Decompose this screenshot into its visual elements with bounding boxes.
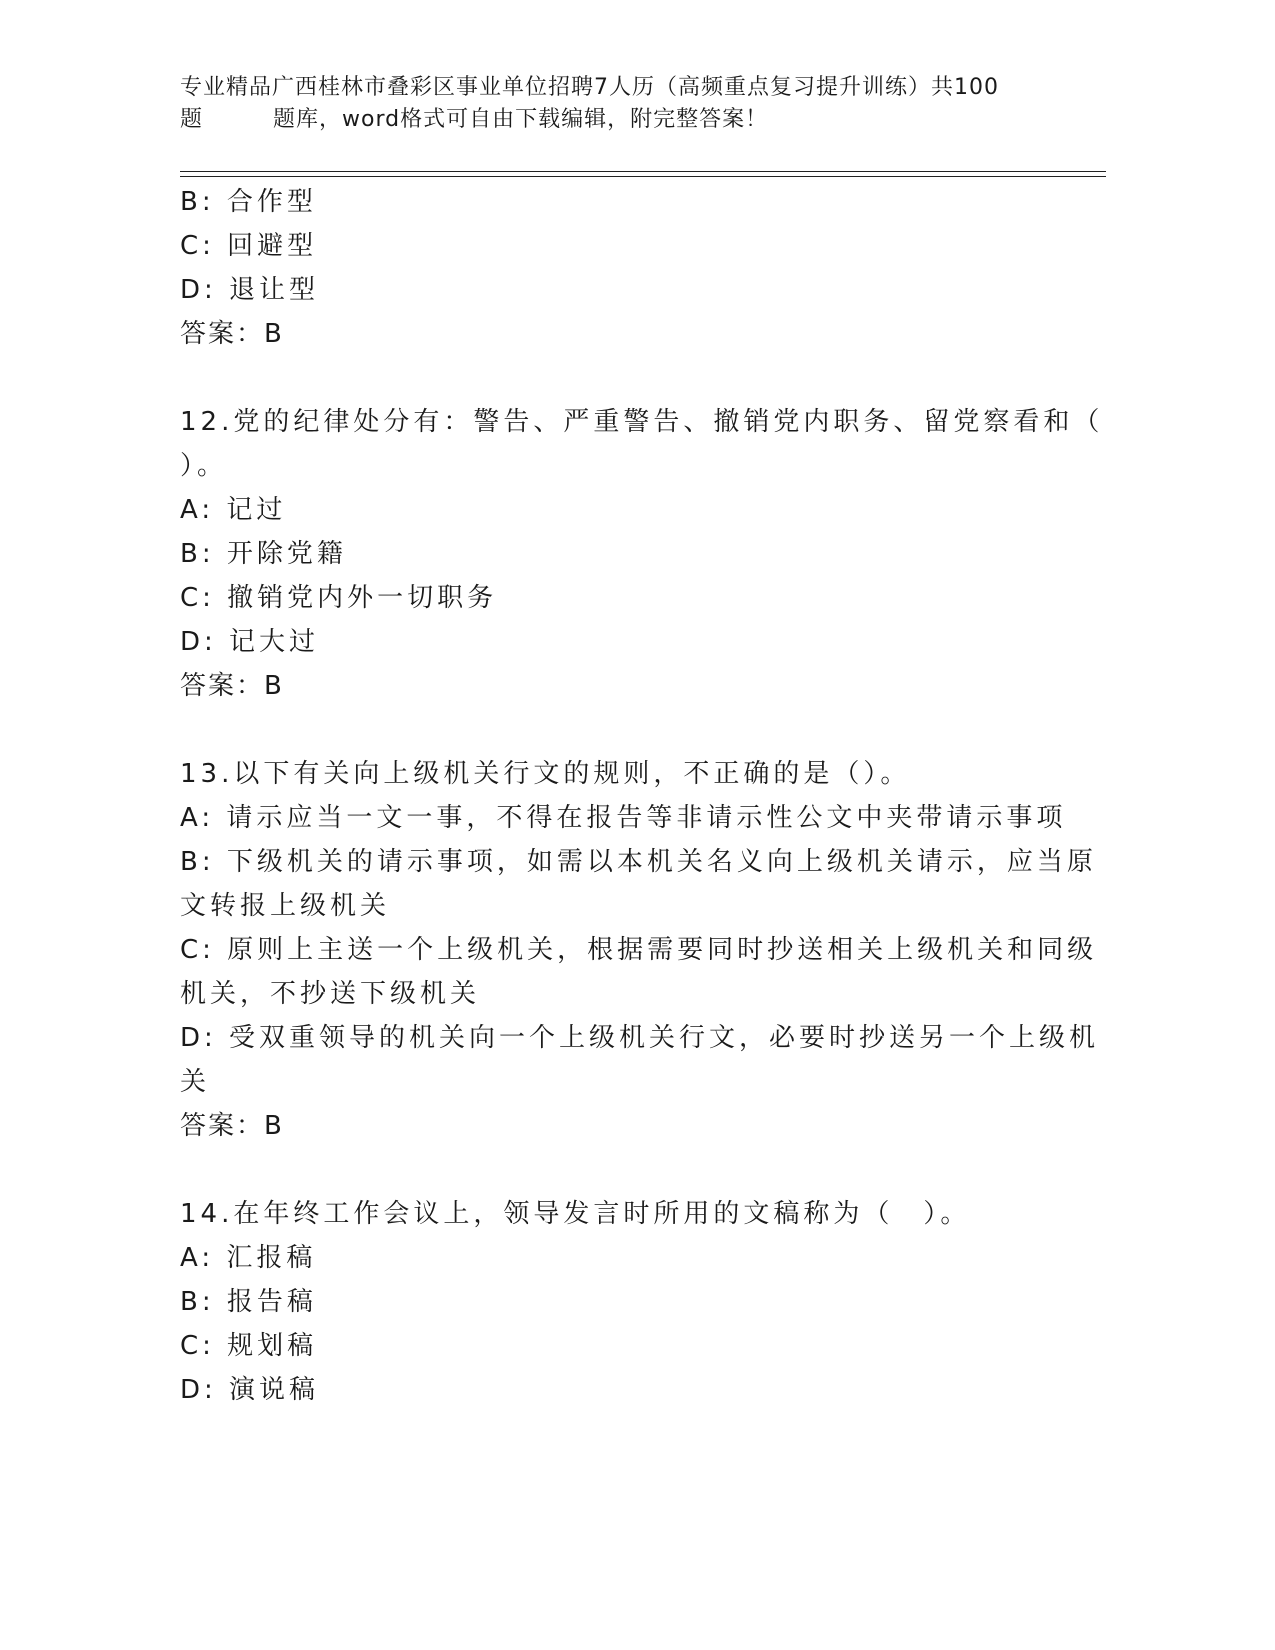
option-d: D: 受双重领导的机关向一个上级机关行文，必要时抄送另一个上级机 [180, 1023, 1100, 1053]
page-header [180, 72, 1080, 136]
question-text-cont: ）。 [180, 451, 228, 481]
question-text: 12.党的纪律处分有：警告、严重警告、撤销党内职务、留党察看和（ [180, 407, 1104, 437]
header-title-line2-b: 题库，word格式可自由下载编辑，附完整答案！ [273, 107, 769, 132]
option-b: B: 合作型 [180, 187, 317, 217]
question-text: 14.在年终工作会议上，领导发言时所用的文稿称为（ ）。 [180, 1199, 971, 1229]
option-d: D: 记大过 [180, 627, 320, 657]
option-c: C: 原则上主送一个上级机关，根据需要同时抄送相关上级机关和同级 [180, 935, 1098, 965]
option-c: C: 撤销党内外一切职务 [180, 583, 498, 613]
option-b-cont: 文转报上级机关 [180, 891, 391, 921]
header-title-line2 [180, 104, 1080, 136]
question-12 [180, 400, 1104, 708]
header-title-line1: 专业精品广西桂林市叠彩区事业单位招聘7人历（高频重点复习提升训练）共100 [180, 75, 999, 100]
question-14 [180, 1192, 1040, 1412]
answer: 答案：B [180, 671, 284, 701]
option-d: D: 演说稿 [180, 1375, 320, 1405]
option-a: A: 记过 [180, 495, 287, 525]
option-c: C: 规划稿 [180, 1331, 318, 1361]
option-c-cont: 机关，不抄送下级机关 [180, 979, 481, 1009]
header-rule-bottom [180, 176, 1106, 177]
option-b: B: 下级机关的请示事项，如需以本机关名义向上级机关请示，应当原 [180, 847, 1097, 877]
question-11-tail [180, 180, 1040, 356]
option-b: B: 开除党籍 [180, 539, 347, 569]
header-title-line2-a: 题 [180, 107, 204, 132]
header-rule-top [180, 171, 1106, 172]
option-b: B: 报告稿 [180, 1287, 317, 1317]
option-d: D: 退让型 [180, 275, 320, 305]
answer: 答案：B [180, 1111, 284, 1141]
answer: 答案：B [180, 319, 284, 349]
question-content [180, 180, 1104, 1412]
question-text: 13.以下有关向上级机关行文的规则，不正确的是（）。 [180, 759, 911, 789]
option-a: A: 汇报稿 [180, 1243, 317, 1273]
option-d-cont: 关 [180, 1067, 211, 1097]
option-c: C: 回避型 [180, 231, 318, 261]
option-a: A: 请示应当一文一事，不得在报告等非请示性公文中夹带请示事项 [180, 803, 1067, 833]
question-13 [180, 752, 1100, 1148]
